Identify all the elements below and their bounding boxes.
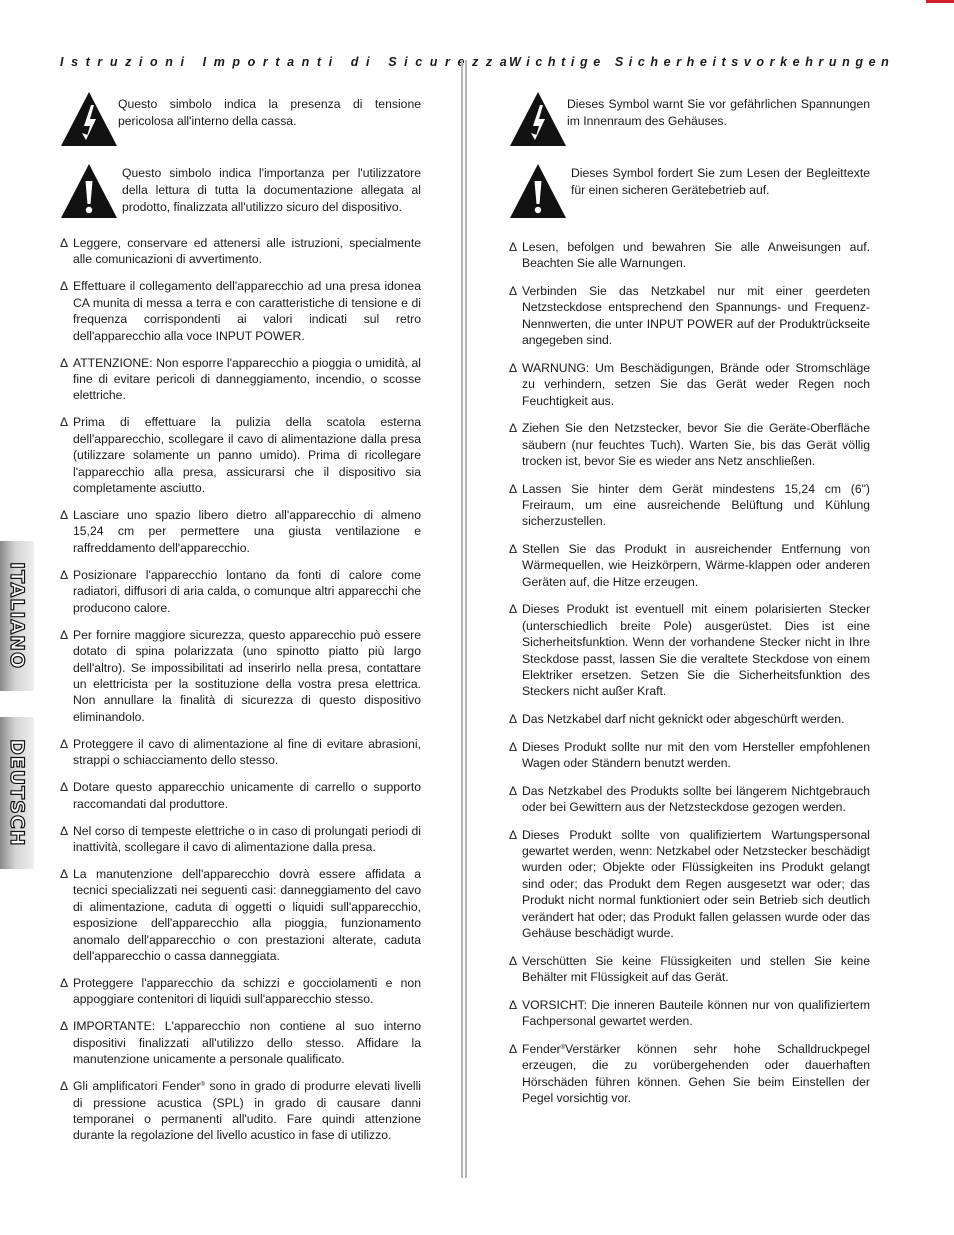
delta-bullet-icon: Δ: [509, 421, 518, 436]
list-item: Δ Lasciare uno spazio libero dietro all'apparecchio di almeno 15,24 cm per permettere una giusta ventilazione e raffreddamento dell'apparecchio.: [60, 508, 421, 555]
delta-bullet-icon: Δ: [60, 627, 69, 642]
registered-mark: ®: [560, 1044, 566, 1051]
list-item: Δ Dotare questo apparecchio unicamente di carrello o supporto raccomandati dal produttore.: [60, 780, 421, 811]
delta-bullet-icon: Δ: [509, 827, 518, 842]
delta-bullet-icon: Δ: [60, 866, 69, 881]
italian-caution-symbol-block: [60, 163, 421, 221]
delta-bullet-icon: Δ: [509, 953, 518, 968]
language-tab-italiano-label: ITALIANO: [6, 562, 28, 670]
delta-bullet-icon: Δ: [60, 975, 69, 990]
list-item: Δ ATTENZIONE: Non esporre l'apparecchio a pioggia o umidità, al fine di evitare pericoli di danneggiamento, incendio, o scosse elettriche.: [60, 355, 421, 403]
delta-bullet-icon: Δ: [509, 739, 518, 754]
list-item: Δ Verschütten Sie keine Flüssigkeiten und stellen Sie keine Behälter mit Flüssigkeit auf das Gerät.: [509, 953, 870, 985]
delta-bullet-icon: Δ: [60, 355, 69, 370]
language-tab-deutsch[interactable]: [0, 717, 34, 869]
registered-mark: ®: [200, 1082, 206, 1089]
italian-caution-symbol-text: Questo simbolo indica l'importanza per l'utilizzatore della lettura di tutta la documentazione allegata al prodotto, finalizzata all'utilizzo sicuro del dispositivo.: [122, 166, 421, 214]
italian-instruction-list: [60, 235, 421, 1144]
german-title: Wichtige Sicherheitsvorkehrungen: [509, 55, 895, 69]
delta-bullet-icon: Δ: [509, 240, 518, 254]
delta-bullet-icon: Δ: [509, 997, 518, 1012]
delta-bullet-icon: Δ: [60, 236, 69, 250]
list-item: Δ Posizionare l'apparecchio lontano da fonti di calore come radiatori, diffusori di aria calda, o comunque altri apparecchi che producono calore.: [60, 567, 421, 615]
list-item: Δ IMPORTANTE: L'apparecchio non contiene al suo interno dispositivi finalizzati all'utilizzo dello stesso. Affidare la manutenzione unicamente a personale qualificato.: [60, 1019, 421, 1067]
list-item: Δ Dieses Produkt ist eventuell mit einem polarisierten Stecker (unterschiedlich breite Pole) ausgerüstet. Dies ist eine Sicherheitsfunktion. Wenn der vorhandene Stecker nicht in Ihre Steckdose passt, lassen Sie die veraltete Steckdose von einem Elektriker ersetzen. Setzen Sie die Sicherheitsfunktion des Steckers nicht außer Kraft.: [509, 602, 870, 699]
list-item-fender-spl: Δ Fender®Verstärker können sehr hohe Schalldruckpegel erzeugen, die zu vorübergehenden oder dauerhaften Hörschäden führen können. Gehen Sie beim Einstellen der Pegel vorsichtig vor.: [509, 1041, 870, 1105]
delta-bullet-icon: Δ: [60, 415, 69, 430]
german-shock-symbol-block: [509, 91, 870, 149]
list-item: Δ Stellen Sie das Produkt in ausreichender Entfernung von Wärmequellen, wie Heizkörpern, Wärme-klappen oder anderen Geräten auf, die Hitze erzeugen.: [509, 542, 870, 589]
delta-bullet-icon: Δ: [509, 284, 518, 298]
list-item: Δ Leggere, conservare ed attenersi alle istruzioni, specialmente alle comunicazioni di avvertimento.: [60, 236, 421, 267]
delta-bullet-icon: Δ: [60, 1079, 69, 1094]
list-item: Δ Proteggere il cavo di alimentazione al fine di evitare abrasioni, strappi o schiacciamento dello stesso.: [60, 736, 421, 768]
delta-bullet-icon: Δ: [509, 481, 518, 496]
delta-bullet-icon: Δ: [60, 1019, 69, 1034]
column-divider: [461, 60, 467, 1178]
german-caution-symbol-text: Dieses Symbol fordert Sie zum Lesen der Begleittexte für einen sicheren Gerätebetrieb auf.: [571, 166, 870, 197]
exclamation-triangle-icon: [509, 163, 567, 221]
delta-bullet-icon: Δ: [509, 712, 518, 727]
delta-bullet-icon: Δ: [60, 736, 69, 751]
list-item: Δ Nel corso di tempeste elettriche o in caso di prolungati periodi di inattività, scollegare il cavo di alimentazione dalla presa.: [60, 823, 421, 854]
language-tab-italiano[interactable]: [0, 541, 34, 691]
german-caution-symbol-block: [509, 163, 870, 221]
italian-title: Istruzioni Importanti di Sicurezza: [60, 55, 515, 69]
list-item: Δ Lesen, befolgen und bewahren Sie alle Anweisungen auf. Beachten Sie alle Warnungen.: [509, 240, 870, 271]
list-item: Δ Verbinden Sie das Netzkabel nur mit einer geerdeten Netzsteckdose entsprechend den Spannungs- und Frequenz-Nennwerten, die unter INPUT POWER auf der Produktrückseite angegeben sind.: [509, 284, 870, 348]
corner-accent-mark: [926, 0, 954, 3]
delta-bullet-icon: Δ: [60, 567, 69, 582]
list-item: Δ Das Netzkabel darf nicht geknickt oder abgeschürft werden.: [509, 712, 845, 727]
list-item: Δ Effettuare il collegamento dell'apparecchio ad una presa idonea CA munita di messa a terra e con caratteristiche di tensione e di frequenza corrispondenti ai valori indicati sul retro dell'apparecchio alla voce INPUT POWER.: [60, 279, 421, 343]
delta-bullet-icon: Δ: [509, 1041, 518, 1056]
delta-bullet-icon: Δ: [60, 780, 69, 795]
italian-column: [60, 55, 515, 1154]
list-item: Δ La manutenzione dell'apparecchio dovrà essere affidata a tecnici specializzati nei seguenti casi: danneggiamento del cavo di alimentazione, caduta di oggetti o liquidi sull'apparecchio, esposizione dell'apparecchio alla pioggia, funzionamento anomalo dell'apparecchio o con prestazioni alterate, caduta dell'apparecchio o cassa danneggiata.: [60, 866, 421, 963]
list-item: Δ Lassen Sie hinter dem Gerät mindestens 15,24 cm (6") Freiraum, um eine ausreichende Belüftung und Kühlung sicherzustellen.: [509, 481, 870, 529]
list-item: Δ Das Netzkabel des Produkts sollte bei längerem Nichtgebrauch oder bei Gewittern aus der Netzsteckdose gezogen werden.: [509, 783, 870, 815]
italian-shock-symbol-block: [60, 91, 421, 149]
delta-bullet-icon: Δ: [509, 360, 518, 375]
delta-bullet-icon: Δ: [509, 542, 518, 557]
delta-bullet-icon: Δ: [60, 508, 69, 523]
list-item: Δ Dieses Produkt sollte nur mit den vom Hersteller empfohlenen Wagen oder Ständern benutzt werden.: [509, 739, 870, 771]
list-item: Δ VORSICHT: Die inneren Bauteile können nur von qualifiziertem Fachpersonal gewartet werden.: [509, 997, 870, 1029]
list-item: Δ Dieses Produkt sollte von qualifiziertem Wartungspersonal gewartet werden, wenn: Netzkabel oder Netzstecker beschädigt wurden oder; Objekte oder Flüssigkeiten ins Produkt gelangt sind oder; das Produkt dem Regen ausgesetzt war oder; das Produkt nicht normal funktioniert oder sein Betrieb sich deutlich verändert hat oder; das Produkt fallen gelassen wurde oder das Gehäuse beschädigt wurde.: [509, 827, 870, 941]
delta-bullet-icon: Δ: [509, 783, 518, 798]
list-item-fender-spl: Δ Gli amplificatori Fender® sono in grado di produrre elevati livelli di pressione acustica (SPL) in grado di causare danni temporanei o permanenti all'udito. Fare quindi attenzione durante la regolazione del livello acustico in fase di utilizzo.: [60, 1079, 421, 1143]
list-item: Δ Prima di effettuare la pulizia della scatola esterna dell'apparecchio, scollegare il cavo di alimentazione dalla presa (utilizzare solamente un panno umido). Prima di ricollegare l'apparecchio alla presa, assicurarsi che il dispositivo sia completamente asciutto.: [60, 415, 421, 496]
italian-shock-symbol-text: Questo simbolo indica la presenza di tensione pericolosa all'interno della cassa.: [118, 97, 421, 128]
list-item: Δ WARNUNG: Um Beschädigungen, Brände oder Stromschläge zu verhindern, setzen Sie das Gerät weder Regen noch Feuchtigkeit aus.: [509, 360, 870, 408]
german-column: [509, 55, 895, 1118]
delta-bullet-icon: Δ: [509, 602, 518, 617]
exclamation-triangle-icon: [60, 163, 118, 221]
german-shock-symbol-text: Dieses Symbol warnt Sie vor gefährlichen Spannungen im Innenraum des Gehäuses.: [567, 97, 870, 128]
lightning-triangle-icon: [509, 91, 567, 149]
delta-bullet-icon: Δ: [60, 823, 69, 838]
list-item: Δ Proteggere l'apparecchio da schizzi e gocciolamenti e non appoggiare contenitori di liquidi sull'apparecchio stesso.: [60, 975, 421, 1007]
lightning-triangle-icon: [60, 91, 118, 149]
list-item: Δ Per fornire maggiore sicurezza, questo apparecchio può essere dotato di spina polarizzata (uno spinotto piatto più largo dell'altro). Se impossibilitati ad inserirlo nella presa, contattare un elettricista per la sostituzione della vostra presa elettrica. Non annullare la finalità di sicurezza di questo dispositivo eliminandolo.: [60, 627, 421, 724]
list-item: Δ Ziehen Sie den Netzstecker, bevor Sie die Geräte-Oberfläche säubern (nur feuchtes Tuch). Warten Sie, bis das Gerät völlig trocken ist, bevor Sie es wieder ans Netz anschließen.: [509, 421, 870, 469]
language-tab-deutsch-label: DEUTSCH: [6, 739, 28, 847]
german-instruction-list: [509, 239, 870, 1106]
delta-bullet-icon: Δ: [60, 279, 69, 294]
